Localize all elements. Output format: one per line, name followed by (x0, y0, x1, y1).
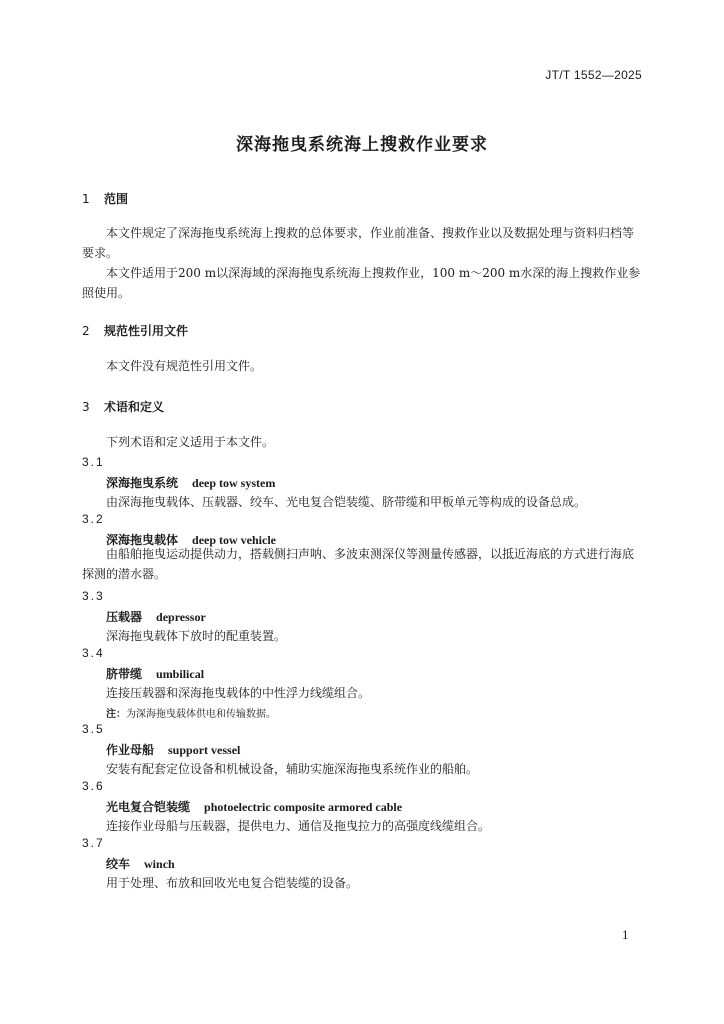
term-definition: 用于处理、布放和回收光电复合铠装缆的设备。 (106, 876, 359, 890)
section-label: 术语和定义 (104, 400, 165, 414)
section-number: 1 (82, 192, 90, 206)
clause-number: 3.1 (82, 455, 105, 469)
term-chinese: 绞车 (106, 857, 131, 871)
term-definition: 由深海拖曳载体、压载器、绞车、光电复合铠装缆、脐带缆和甲板单元等构成的设备总成。 (106, 495, 587, 509)
term-english: winch (144, 857, 175, 871)
clause-number: 3.7 (82, 836, 105, 850)
clause-number: 3.3 (82, 589, 105, 603)
section-label: 规范性引用文件 (104, 324, 189, 338)
term-entry (106, 798, 402, 815)
clause-number: 3.4 (82, 646, 105, 660)
section-heading-scope (82, 190, 128, 207)
clause-number: 3.2 (82, 512, 105, 526)
term-chinese: 作业母船 (106, 743, 155, 757)
term-english: umbilical (156, 667, 205, 681)
page-number: 1 (622, 927, 629, 942)
term-entry (106, 665, 204, 682)
term-definition: 深海拖曳载体下放时的配重装置。 (106, 629, 287, 643)
term-entry (106, 474, 275, 491)
section-label: 范围 (104, 192, 129, 206)
term-chinese: 脐带缆 (106, 667, 143, 681)
term-note (106, 705, 276, 720)
term-english: depressor (156, 610, 206, 624)
term-chinese: 深海拖曳系统 (106, 476, 179, 490)
term-english: deep tow system (192, 476, 276, 490)
section-heading-terms (82, 398, 164, 415)
terms-intro: 下列术语和定义适用于本文件。 (106, 435, 275, 449)
term-entry (106, 608, 206, 625)
term-english: photoelectric composite armored cable (204, 800, 403, 814)
term-entry (106, 741, 240, 758)
section-number: 3 (82, 400, 90, 414)
term-definition: 连接作业母船与压载器，提供电力、通信及拖曳拉力的高强度线缆组合。 (106, 819, 491, 833)
term-definition: 安装有配套定位设备和机械设备，辅助实施深海拖曳系统作业的船舶。 (106, 762, 479, 776)
note-text: 为深海拖曳载体供电和传输数据。 (126, 709, 276, 720)
term-definition: 由船舶拖曳运动提供动力，搭载侧扫声呐、多波束测深仪等测量传感器，以抵近海底的方式进行海底探测的潜水器。 (82, 547, 635, 581)
term-chinese: 压载器 (106, 610, 143, 624)
term-english: support vessel (168, 743, 241, 757)
clause-number: 3.6 (82, 779, 105, 793)
term-english: deep tow vehicle (192, 533, 276, 547)
scope-paragraph-2: 本文件适用于200 m以深海域的深海拖曳系统海上搜救作业，100 m～200 m水深的海上搜救作业参照使用。 (82, 266, 641, 300)
document-number: JT/T 1552—2025 (545, 68, 642, 82)
clause-number: 3.5 (82, 722, 105, 736)
normative-paragraph: 本文件没有规范性引用文件。 (106, 359, 263, 373)
term-chinese: 光电复合铠装缆 (106, 800, 191, 814)
term-chinese: 深海拖曳载体 (106, 533, 179, 547)
scope-paragraph-1: 本文件规定了深海拖曳系统海上搜救的总体要求，作业前准备、搜救作业以及数据处理与资料归档等要求。 (82, 226, 635, 260)
page-title: 深海拖曳系统海上搜救作业要求 (236, 135, 488, 155)
section-heading-normative (82, 322, 188, 339)
term-definition: 连接压载器和深海拖曳载体的中性浮力线缆组合。 (106, 686, 371, 700)
note-label: 注： (106, 709, 126, 720)
term-entry (106, 855, 175, 872)
section-number: 2 (82, 324, 90, 338)
